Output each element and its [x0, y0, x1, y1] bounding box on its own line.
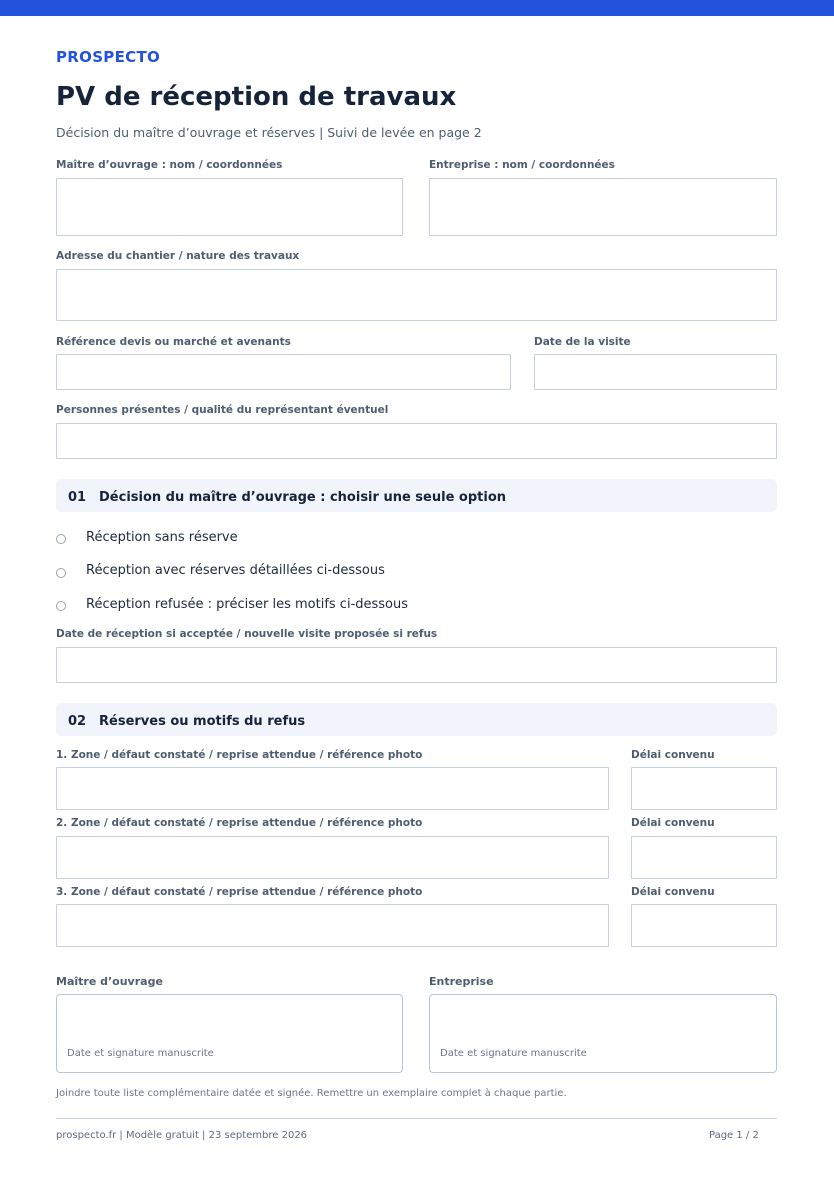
- section-number: 02: [68, 714, 87, 729]
- reserve-3-label: 3. Zone / défaut constaté / reprise attendue / référence photo: [56, 886, 423, 898]
- visit-date-field[interactable]: [534, 354, 777, 390]
- section-number: 01: [68, 490, 87, 505]
- option-label: Réception avec réserves détaillées ci-dessous: [86, 563, 385, 578]
- quote-ref-label: Référence devis ou marché et avenants: [56, 336, 291, 348]
- section-decision-header: [56, 479, 777, 512]
- attendees-field[interactable]: [56, 423, 777, 459]
- owner-label: Maître d’ouvrage : nom / coordonnées: [56, 159, 283, 171]
- reserve-1-delay-field[interactable]: [631, 767, 777, 810]
- brand-name: PROSPECTO: [56, 48, 161, 66]
- reserve-2-delay-label: Délai convenu: [631, 817, 715, 829]
- signature-hint: Date et signature manuscrite: [440, 1048, 587, 1059]
- signature-hint: Date et signature manuscrite: [67, 1048, 214, 1059]
- quote-ref-field[interactable]: [56, 354, 511, 390]
- option-label: Réception sans réserve: [86, 530, 238, 545]
- reserve-3-delay-field[interactable]: [631, 904, 777, 947]
- reserve-2-delay-field[interactable]: [631, 836, 777, 879]
- radio-reception-avec-reserves[interactable]: [56, 568, 66, 578]
- company-field[interactable]: [429, 178, 777, 236]
- section-reserves-header: [56, 703, 777, 736]
- footnote: Joindre toute liste complémentaire datée et signée. Remettre un exemplaire complet à chaque partie.: [56, 1088, 567, 1099]
- company-signature-box[interactable]: [429, 994, 777, 1073]
- owner-field[interactable]: [56, 178, 403, 236]
- radio-reception-refusee[interactable]: [56, 601, 66, 611]
- company-label: Entreprise : nom / coordonnées: [429, 159, 615, 171]
- section-title: Décision du maître d’ouvrage : choisir une seule option: [99, 490, 506, 505]
- footer-info: prospecto.fr | Modèle gratuit | 23 septembre 2026: [56, 1130, 308, 1141]
- page-number: Page 1 / 2: [709, 1130, 759, 1141]
- radio-reception-sans-reserve[interactable]: [56, 534, 66, 544]
- section-title: Réserves ou motifs du refus: [99, 714, 306, 729]
- reserve-3-delay-label: Délai convenu: [631, 886, 715, 898]
- reception-date-field[interactable]: [56, 647, 777, 683]
- reserve-1-field[interactable]: [56, 767, 609, 810]
- reception-date-label: Date de réception si acceptée / nouvelle visite proposée si refus: [56, 628, 438, 640]
- owner-signature-label: Maître d’ouvrage: [56, 975, 163, 988]
- visit-date-label: Date de la visite: [534, 336, 631, 348]
- page-subtitle: Décision du maître d’ouvrage et réserves | Suivi de levée en page 2: [56, 125, 482, 140]
- top-accent-bar: [0, 0, 834, 16]
- option-label: Réception refusée : préciser les motifs ci-dessous: [86, 597, 409, 612]
- attendees-label: Personnes présentes / qualité du représentant éventuel: [56, 404, 389, 416]
- company-signature-label: Entreprise: [429, 975, 494, 988]
- address-field[interactable]: [56, 269, 777, 321]
- reserve-1-label: 1. Zone / défaut constaté / reprise attendue / référence photo: [56, 749, 423, 761]
- reserve-3-field[interactable]: [56, 904, 609, 947]
- reserve-1-delay-label: Délai convenu: [631, 749, 715, 761]
- reserve-2-field[interactable]: [56, 836, 609, 879]
- owner-signature-box[interactable]: [56, 994, 403, 1073]
- page-title: PV de réception de travaux: [56, 82, 457, 112]
- reserve-2-label: 2. Zone / défaut constaté / reprise attendue / référence photo: [56, 817, 423, 829]
- address-label: Adresse du chantier / nature des travaux: [56, 250, 300, 262]
- footer-divider: [56, 1118, 777, 1119]
